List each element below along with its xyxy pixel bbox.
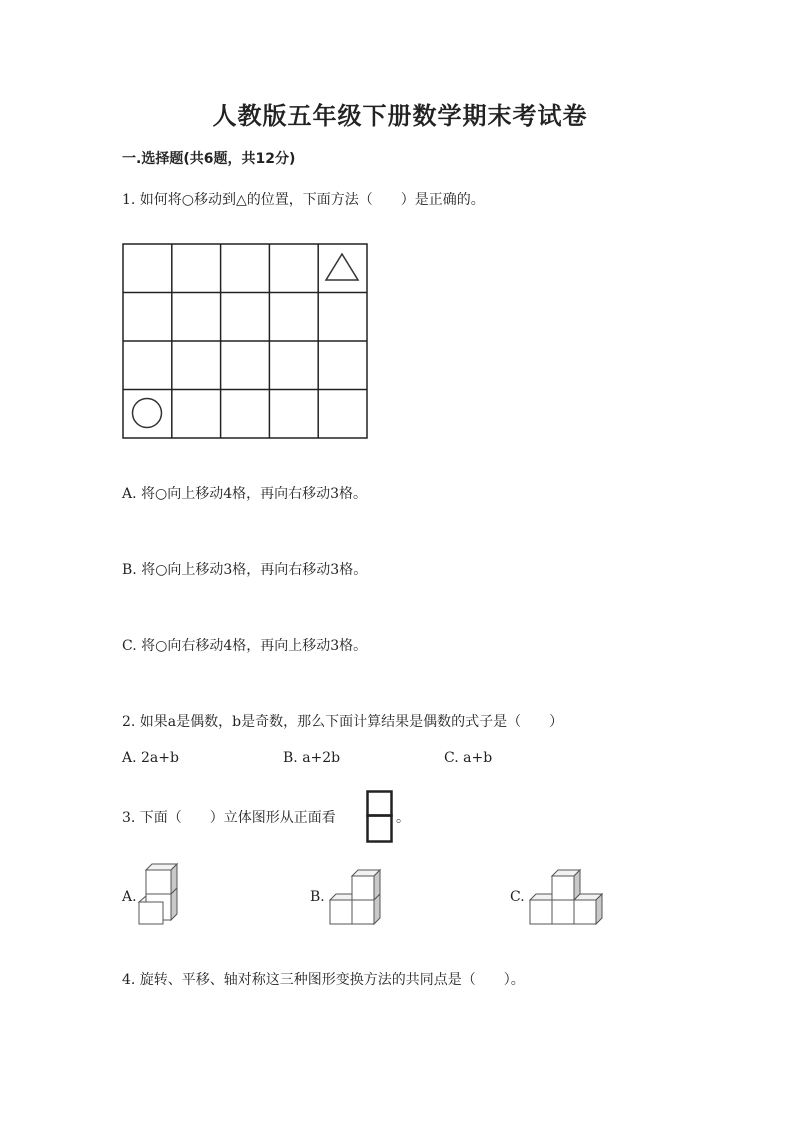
question-2-option-a: A. 2a+b: [122, 750, 179, 766]
cube-stack-a-figure: [138, 864, 182, 926]
page-title: 人教版五年级下册数学期末考试卷: [212, 102, 588, 130]
question-3-option-c: C.: [510, 889, 525, 905]
question-3-text: 3. 下面（ ）立体图形从正面看: [122, 810, 336, 826]
question-2-option-c: C. a+b: [444, 750, 493, 766]
question-1-option-b: B. 将○向上移动3格，再向右移动3格。: [122, 562, 368, 578]
question-1-option-c: C. 将○向右移动4格，再向上移动3格。: [122, 638, 368, 654]
question-3-option-b: B.: [310, 889, 325, 905]
question-2-option-b: B. a+2b: [283, 750, 341, 766]
question-3-option-a: A.: [122, 889, 137, 905]
section-heading: 一.选择题(共6题，共12分): [122, 151, 296, 167]
cube-stack-b-figure: [326, 870, 384, 926]
question-1-option-a: A. 将○向上移动4格，再向右移动3格。: [122, 486, 368, 502]
question-2-text: 2. 如果a是偶数，b是奇数，那么下面计算结果是偶数的式子是（ ）: [122, 714, 564, 730]
circle-shape: [133, 399, 162, 428]
cube-stack-c-figure: [528, 870, 604, 926]
question-1-text: 1. 如何将○移动到△的位置，下面方法（ ）是正确的。: [122, 192, 485, 208]
grid-figure: [122, 243, 368, 439]
question-3-text-end: 。: [396, 810, 410, 826]
triangle-shape: [326, 254, 358, 280]
front-view-figure: [366, 790, 393, 844]
question-4-text: 4. 旋转、平移、轴对称这三种图形变换方法的共同点是（ ）。: [122, 972, 525, 988]
